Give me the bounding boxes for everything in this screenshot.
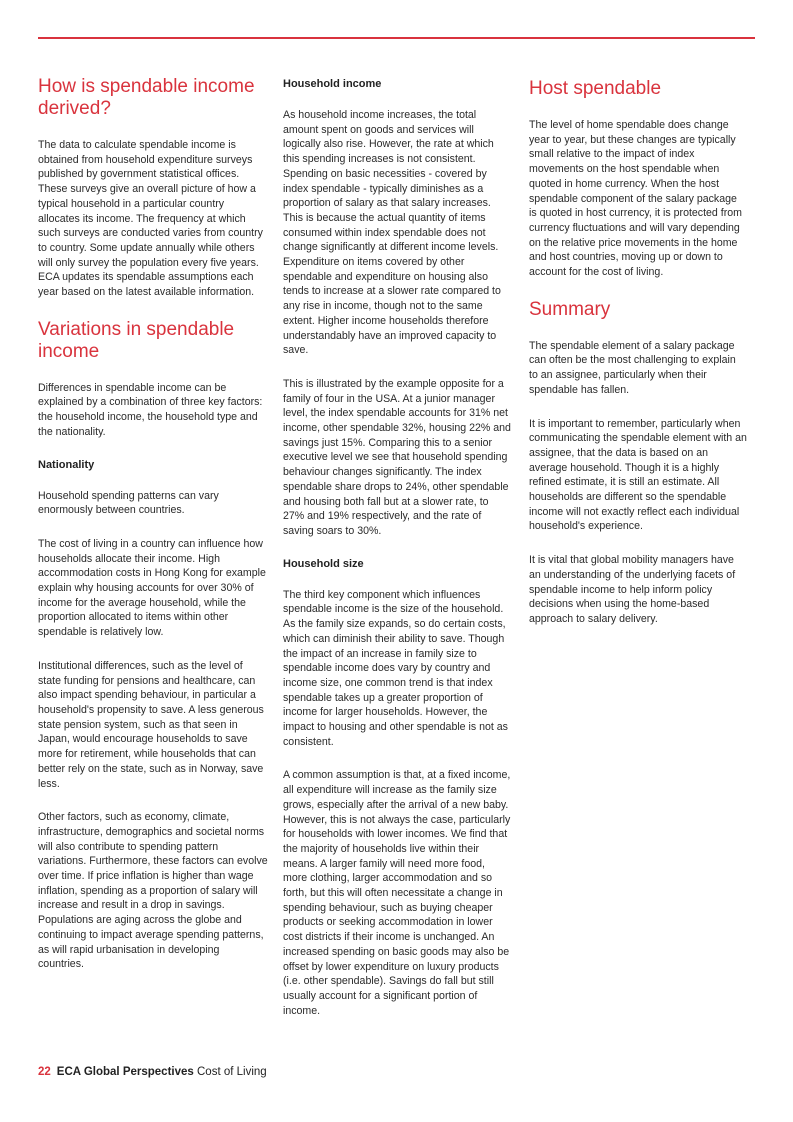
body-paragraph: The level of home spendable does change year to year, but these changes are typically small relative to the impact of index movements on the host spendable when quoted in home currency. When the host spendable component of the salary package is quoted in host currency, it is protected from currency fluctuations and will vary depending on the relative price movements in the home and host countries, moving up or down to account for the cost of living. xyxy=(529,119,742,279)
publication-title: ECA Global Perspectives xyxy=(56,1066,194,1078)
body-paragraph: The data to calculate spendable income is obtained from household expenditure surveys published by government statistical offices. These surveys give an overall picture of how a typical household in a particular country allocates its income. The frequency at which such surveys are conducted varies from country to country. Some update annually while others will only survey the population every five years. ECA updates its spendable assumptions each year based on the latest available information. xyxy=(38,139,263,299)
subsection-heading: Household income xyxy=(283,78,382,90)
body-paragraph: Household spending patterns can vary enormously between countries. xyxy=(38,489,219,517)
body-paragraph: Institutional differences, such as the level of state funding for pensions and healthcare, can also impact spending behaviour, in particular a household's propensity to save. A less generous state pension system, such as that seen in Japan, would encourage households to save more for retirement, while households that can better rely on the state, such as in Norway, save less. xyxy=(38,659,264,790)
body-paragraph: It is vital that global mobility managers have an understanding of the underlying facets of spendable income to help inform policy decisions when using the home-based approach to salary delivery. xyxy=(529,554,736,625)
body-paragraph: A common assumption is that, at a fixed income, all expenditure will increase as the family size grows, especially after the arrival of a new baby. However, this is not always the case, particularly for households with lower incomes. We find that the majority of households live within their means. A larger family will need more food, more clothing, larger accommodation and so forth, but this will often necessitate a change in spending behaviour, such as buying cheaper products or seeking accommodation in lower cost districts if their income is unchanged. An increased spending on basic goods may also be offset by lower expenditure on luxury products (i.e. other spendable). Savings do fall but still usually account for a significant portion of income. xyxy=(283,769,511,1017)
body-paragraph: Other factors, such as economy, climate, infrastructure, demographics and societal norms will also contribute to spending pattern variations. Furthermore, these factors can evolve over time. If price inflation is higher than wage inflation, spending as a proportion of salary will increase and result in a drop in savings. Populations are aging across the globe and continuing to impact average spending patterns, as will rapid urbanisation in developing countries. xyxy=(38,811,268,971)
page-number: 22 xyxy=(38,1066,51,1078)
body-paragraph: The cost of living in a country can influence how households allocate their income. High accommodation costs in Hong Kong for example explain why housing accounts for over 30% of income for the average household, while the proportion allocated to items within other spendable is relatively low. xyxy=(38,537,266,639)
page-footer xyxy=(38,1066,267,1078)
section-heading: How is spendable income derived? xyxy=(38,76,255,119)
column-middle xyxy=(283,78,511,1037)
body-paragraph: The spendable element of a salary package can often be the most challenging to explain to an assignee, particularly when their spendable has fallen. xyxy=(529,339,736,396)
body-paragraph: As household income increases, the total amount spent on goods and services will logically also rise. However, the rate at which this spending increases is not consistent. Spending on basic necessities - covered by index spendable - typically diminishes as a proportion of salary as that salary increases. This is because the actual quantity of items consumed within index spendable does not change significantly at different income levels. Expenditure on items covered by other spendable and expenditure on housing also tends to increase at a slower rate compared to any rise in income, though not to the same extent. Higher income households therefore understandably have an improved capacity to save. xyxy=(283,109,501,357)
top-rule xyxy=(38,37,755,39)
body-paragraph: Differences in spendable income can be explained by a combination of three key factors: the household income, the household type and the nationality. xyxy=(38,381,263,438)
column-right xyxy=(529,78,747,646)
column-left xyxy=(38,76,268,991)
section-title: Cost of Living xyxy=(197,1066,267,1078)
body-paragraph: It is important to remember, particularly when communicating the spendable element with an assignee, that the data is based on an average household. Though it is a highly refined estimate, it is still an estimate. All households are different so the spendable income will not exactly reflect each individual household's experience. xyxy=(529,417,747,533)
body-paragraph: This is illustrated by the example opposite for a family of four in the USA. At a junior manager level, the index spendable accounts for 31% net income, other spendable 32%, housing 22% and savings just 15%. Comparing this to a senior executive level we see that household spending behaviour changes significantly. The index spendable share drops to 24%, other spendable and housing both fall but at a slower rate, to 27% and 19% respectively, and the rate of saving soars to 30%. xyxy=(283,377,511,537)
body-paragraph: The third key component which influences spendable income is the size of the household. As the family size expands, so do certain costs, which can diminish their ability to save. Though the impact of an increase in family size to spendable income does vary by country and income size, one common trend is that index spendable takes up a greater proportion of income for larger households. However, the impact to housing and other spendable is not as consistent. xyxy=(283,588,508,748)
section-heading: Summary xyxy=(529,298,611,320)
section-heading: Variations in spendable income xyxy=(38,318,235,362)
section-heading: Host spendable xyxy=(529,78,662,99)
subsection-heading: Nationality xyxy=(38,458,95,471)
subsection-heading: Household size xyxy=(283,557,364,570)
